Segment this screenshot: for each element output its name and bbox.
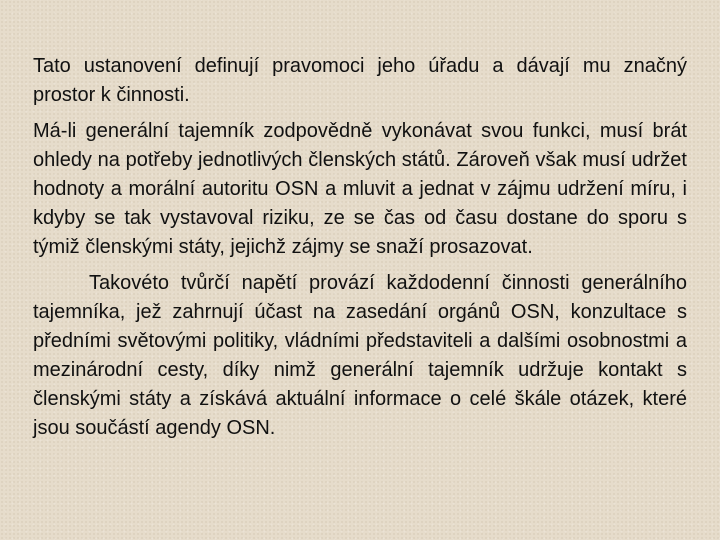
slide-body xyxy=(33,52,687,443)
paragraph-3: Takovéto tvůrčí napětí provází každodenní činnosti generálního tajemníka, jež zahrnují účast na zasedání orgánů OSN, konzultace s předními světovými politiky, vládními představiteli a dalšími osobnostmi a mezinárodní cesty, díky nimž generální tajemník udržuje kontakt s členskými státy a získává aktuální informace o celé škále otázek, které jsou součástí agendy OSN. xyxy=(33,272,687,439)
paragraph-2: Má-li generální tajemník zodpovědně vykonávat svou funkci, musí brát ohledy na potřeby jednotlivých členských států. Zároveň však musí udržet hodnoty a morální autoritu OSN a mluvit a jednat v zájmu udržení míru, i kdyby se tak vystavoval riziku, ze se čas od času dostane do sporu s týmiž členskými státy, jejichž zájmy se snaží prosazovat. xyxy=(33,120,687,258)
paragraph-1: Tato ustanovení definují pravomoci jeho úřadu a dávají mu značný prostor k činnosti. xyxy=(33,55,687,106)
